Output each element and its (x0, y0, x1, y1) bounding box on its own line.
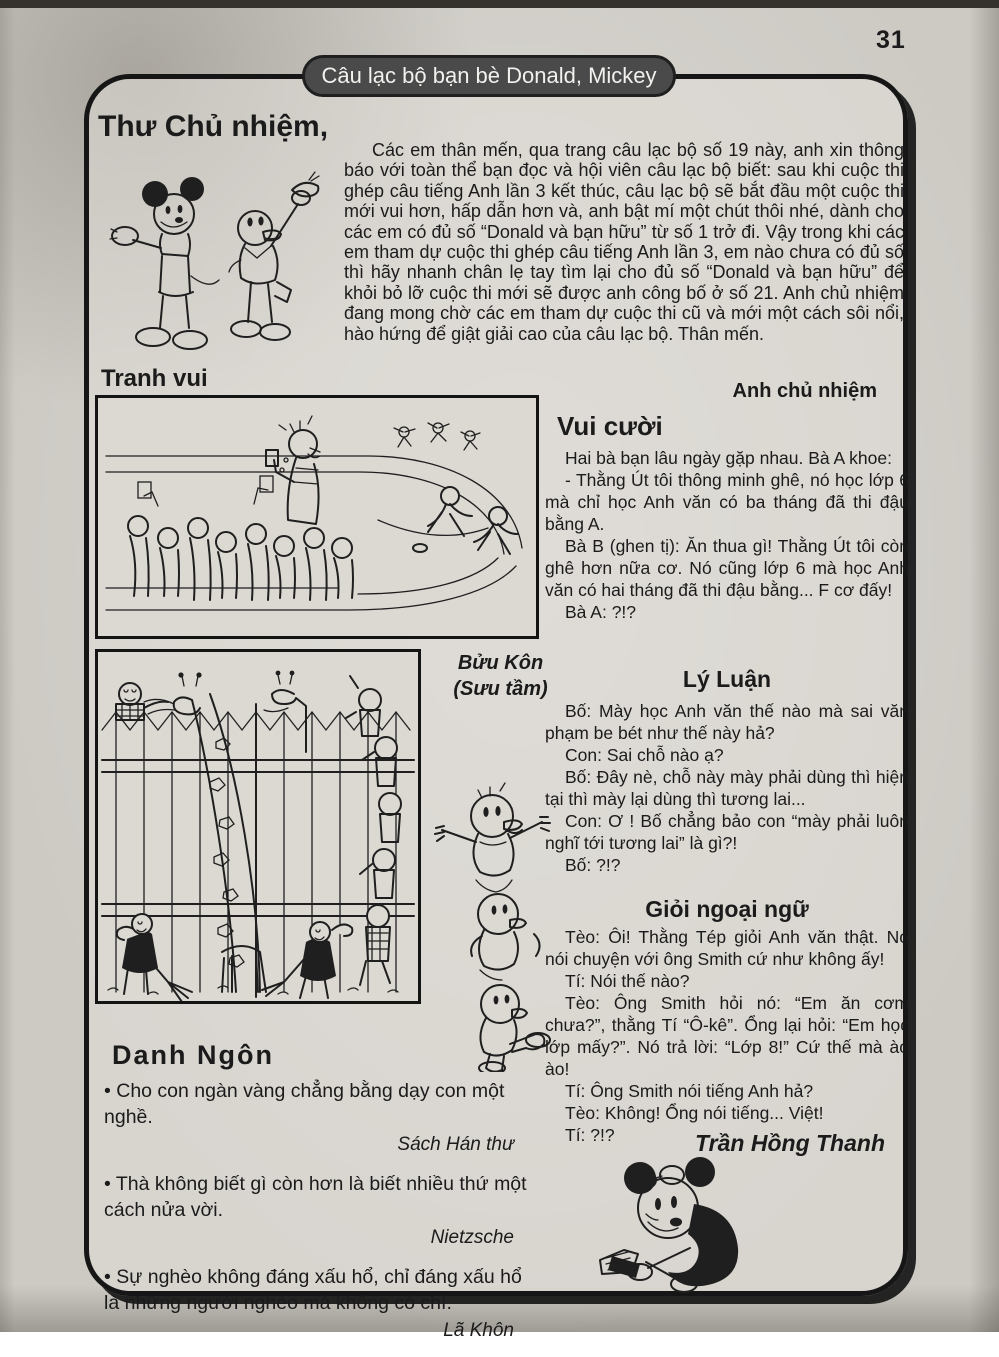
vui-cuoi-text (545, 447, 909, 623)
letter-signature: Anh chủ nhiệm (732, 380, 877, 402)
credit-note: (Sưu tầm) (453, 678, 548, 700)
quote-text: • Thà không biết gì còn hơn là biết nhiều thứ một cách nửa vời. (104, 1173, 527, 1221)
quote-source: Sách Hán thư (397, 1134, 514, 1155)
gioi-ngoai-ngu-text (545, 926, 909, 1146)
dialogue-line: Hai bà bạn lâu ngày gặp nhau. Bà A khoe: (565, 448, 892, 468)
tranh-vui-label: Tranh vui (101, 365, 208, 392)
ly-luan-text (545, 700, 909, 876)
dialogue-line: Bố: ?!? (565, 855, 621, 875)
race-cartoon-illustration (98, 398, 536, 636)
dialogue-line: Tèo: Ôi! Thằng Tép giỏi Anh văn thật. Nó nói chuyện với ông Smith cứ như không ấy! (545, 927, 909, 969)
dialogue-line: Con: Ơ ! Bố chẳng bảo con “mày phải luôn nghĩ tới tương lai” là gì?! (545, 811, 909, 853)
dialogue-line: - Thằng Út tôi thông minh ghê, nó học lớp 6 mà chỉ học Anh văn có ba tháng đã thi đậu bằng A. (545, 470, 909, 534)
mickey-writing-illustration (582, 1152, 787, 1297)
dialogue-line: Tèo: Không! Ổng nói tiếng... Việt! (565, 1103, 824, 1123)
dialogue-line: Tí: ?!? (565, 1125, 615, 1145)
vui-cuoi-heading: Vui cười (557, 411, 663, 441)
dialogue-line: Tèo: Ông Smith hỏi nó: “Em ăn cơm chưa?”, thằng Tí “Ô-kê”. Ổng lại hỏi: “Em học lớp mấy?”. Nó trả lời: “Lớp 8!” Cứ thế mà ào ào! (545, 993, 909, 1079)
dialogue-line: Tí: Nói thế nào? (565, 971, 690, 991)
giraffe-cartoon-illustration (98, 652, 418, 1001)
page-number: 31 (876, 26, 906, 54)
dialogue-line: Tí: Ông Smith nói tiếng Anh hả? (565, 1081, 814, 1101)
dialogue-line: Bà A: ?!? (565, 602, 637, 622)
dialogue-line: Bố: Mày học Anh văn thế nào mà sai văn phạm be bét như thế này hả? (545, 701, 909, 743)
credit-name: Bửu Kôn (457, 652, 544, 674)
mickey-donald-illustration (95, 156, 350, 361)
gioi-ngoai-ngu-heading: Giỏi ngoại ngữ (645, 896, 809, 922)
giraffe-cartoon-panel (95, 649, 421, 1004)
author-signature: Trần Hồng Thanh (695, 1130, 885, 1156)
ly-luan-heading: Lý Luận (682, 666, 772, 692)
letter-heading: Thư Chủ nhiệm, (98, 110, 329, 143)
quote-text: • Sự nghèo không đáng xấu hổ, chỉ đáng xấu hổ là những người nghèo mà không có chí. (104, 1266, 522, 1314)
danh-ngon-heading: Danh Ngôn (112, 1040, 274, 1070)
quote-source: Nietzsche (430, 1227, 514, 1248)
race-cartoon-panel (95, 395, 539, 639)
dialogue-line: Bố: Đây nè, chỗ này mày phải dùng thì hiện tại thì mày lại dùng thì tương lai... (545, 767, 909, 809)
dialogue-line: Con: Sai chỗ nào ạ? (565, 745, 724, 765)
club-banner: Câu lạc bộ bạn bè Donald, Mickey (302, 55, 676, 97)
page-top-edge (0, 0, 999, 8)
dialogue-line: Bà B (ghen tị): Ăn thua gì! Thằng Út tôi còn ghê hơn nữa cơ. Nó cũng lớp 6 mà học Anh văn có hai tháng đã thi đậu bằng... F cơ đấy! (545, 536, 909, 600)
letter-body: Các em thân mến, qua trang câu lạc bộ số 19 này, anh xin thông báo với toàn thể bạn đọc và hội viên câu lạc bộ biết: sau khi cuộc thi ghép câu tiếng Anh lần 3 kết thúc, câu lạc bộ sẽ bắt đầu một cuộc thi mới vui hơn, hấp dẫn hơn và, anh bật mí một chút thôi nhé, dành cho các em có đủ số “Donald và bạn hữu” từ số 1 trở đi. Vậy trong khi các em tham dự cuộc thi ghép câu tiếng Anh lần 3, em nào chưa có đủ số thì hãy nhanh chân lẹ tay tìm lại cho đủ số “Donald và bạn hữu” để khỏi bỏ lỡ cuộc thi mới sẽ được anh công bố ở số 21. Anh chủ nhiệm đang mong chờ các em tham dự cuộc thi cũ và mới một cách sôi nổi, hào hứng để giật giải cao của câu lạc bộ. Thân mến. (344, 140, 904, 344)
danh-ngon-quotes (104, 1078, 528, 1357)
quote-text: • Cho con ngàn vàng chẳng bằng dạy con một nghề. (104, 1080, 505, 1128)
quote-source: Lã Khôn (443, 1320, 514, 1341)
